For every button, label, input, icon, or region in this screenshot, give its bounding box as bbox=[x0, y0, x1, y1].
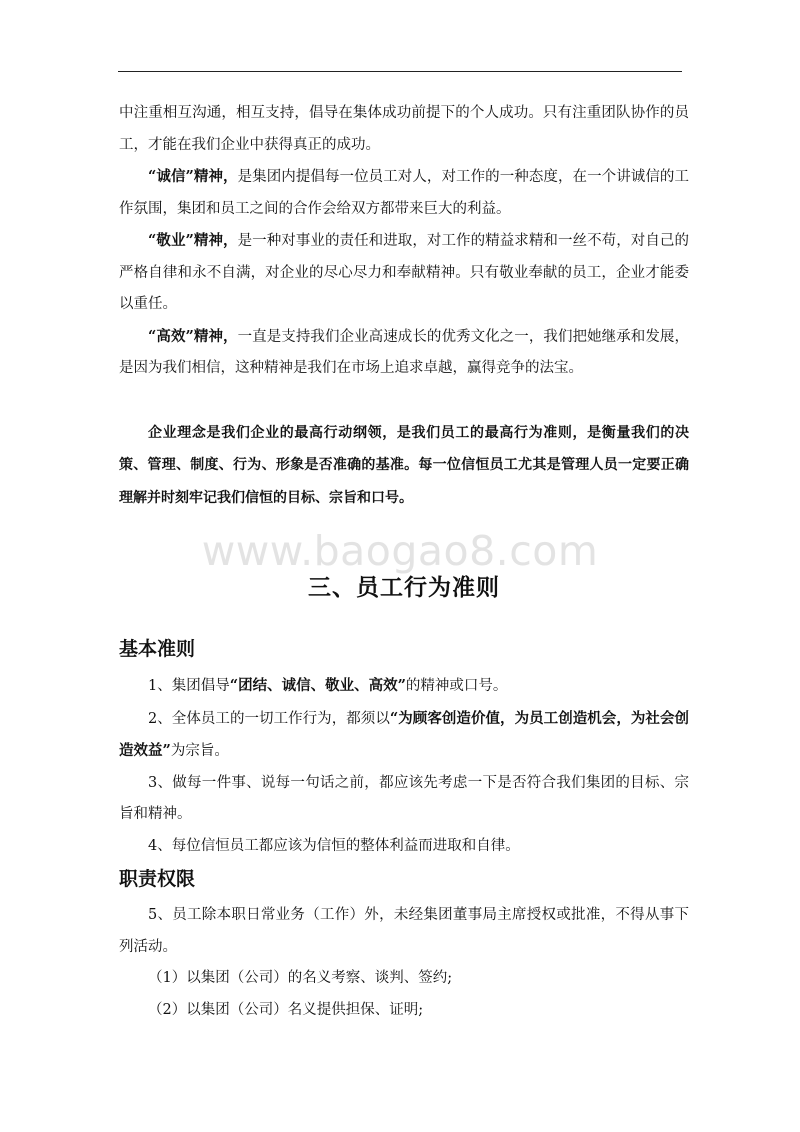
paragraph-dedication bbox=[119, 225, 689, 321]
integrity-text: 是集团内提倡每一位员工对人，对工作的一种态度，在一个讲诚信的工作氛围，集团和员工之间的合作会给双方都带来巨大的利益。 bbox=[119, 169, 689, 217]
rule-item-2-suffix: 为宗旨。 bbox=[170, 743, 229, 759]
rule-item-2-mission: “为顾客创造价值，为员工创造机会，为社会创造效益” bbox=[119, 709, 689, 759]
dedication-lead: “敬业”精神， bbox=[148, 232, 238, 249]
spacer bbox=[119, 385, 689, 417]
rule-item-2-prefix: 2、全体员工的一切工作行为，都须以 bbox=[148, 710, 390, 727]
rule-item-1-slogan: “团结、诚信、敬业、高效” bbox=[229, 677, 406, 694]
rule-item-1-prefix: 1、集团倡导 bbox=[148, 678, 230, 694]
rule-item-1-suffix: 的精神或口号。 bbox=[405, 678, 508, 694]
rule-item-3: 3、做每一件事、说每一句话之前，都应该先考虑一下是否符合我们集团的目标、宗旨和精神。 bbox=[119, 774, 689, 822]
efficiency-lead: “高效”精神， bbox=[148, 327, 238, 345]
rule-item-2 bbox=[119, 703, 689, 768]
section-heading-basic-rules: 基本准则 bbox=[119, 638, 196, 660]
paragraph-efficiency bbox=[119, 321, 689, 385]
rule-item-5: 5、员工除本职日常业务（工作）外，未经集团董事局主席授权或批准，不得从事下列活动。 bbox=[119, 907, 689, 955]
paragraph-teamwork-continued: 中注重相互沟通，相互支持，倡导在集体成功前提下的个人成功。只有注重团队协作的员工，才能在我们企业中获得真正的成功。 bbox=[119, 105, 689, 153]
watermark-text: www.baogao8.com bbox=[201, 527, 599, 575]
section-heading-responsibilities: 职责权限 bbox=[119, 868, 196, 890]
rule-item-1 bbox=[119, 670, 689, 703]
header-rule bbox=[118, 71, 682, 72]
dedication-text: 是一种对事业的责任和进取，对工作的精益求精和一丝不苟，对自己的严格自律和永不自满，对企业的尽心尽力和奉献精神。只有敬业奉献的员工，企业才能委以重任。 bbox=[119, 233, 689, 312]
rule-item-5-sub-1: （1）以集团（公司）的名义考察、谈判、签约; bbox=[148, 970, 453, 986]
document-body bbox=[119, 98, 689, 1026]
paragraph-philosophy: 企业理念是我们企业的最高行动纲领，是我们员工的最高行为准则，是衡量我们的决策、管理、制度、行为、形象是否准确的基准。每一位信恒员工尤其是管理人员一定要正确理解并时刻牢记我们信恒的目标、宗旨和口号。 bbox=[119, 424, 689, 506]
paragraph-integrity bbox=[119, 161, 689, 225]
integrity-lead: “诚信”精神， bbox=[148, 168, 238, 185]
chapter-title: 三、员工行为准则 bbox=[308, 575, 500, 601]
rule-item-5-sub-2: （2）以集团（公司）名义提供担保、证明; bbox=[148, 1001, 424, 1018]
efficiency-text: 一直是支持我们企业高速成长的优秀文化之一，我们把她继承和发展，是因为我们相信，这种精神是我们在市场上追求卓越，赢得竞争的法宝。 bbox=[119, 328, 689, 376]
rule-item-4: 4、每位信恒员工都应该为信恒的整体利益而进取和自律。 bbox=[148, 837, 520, 854]
